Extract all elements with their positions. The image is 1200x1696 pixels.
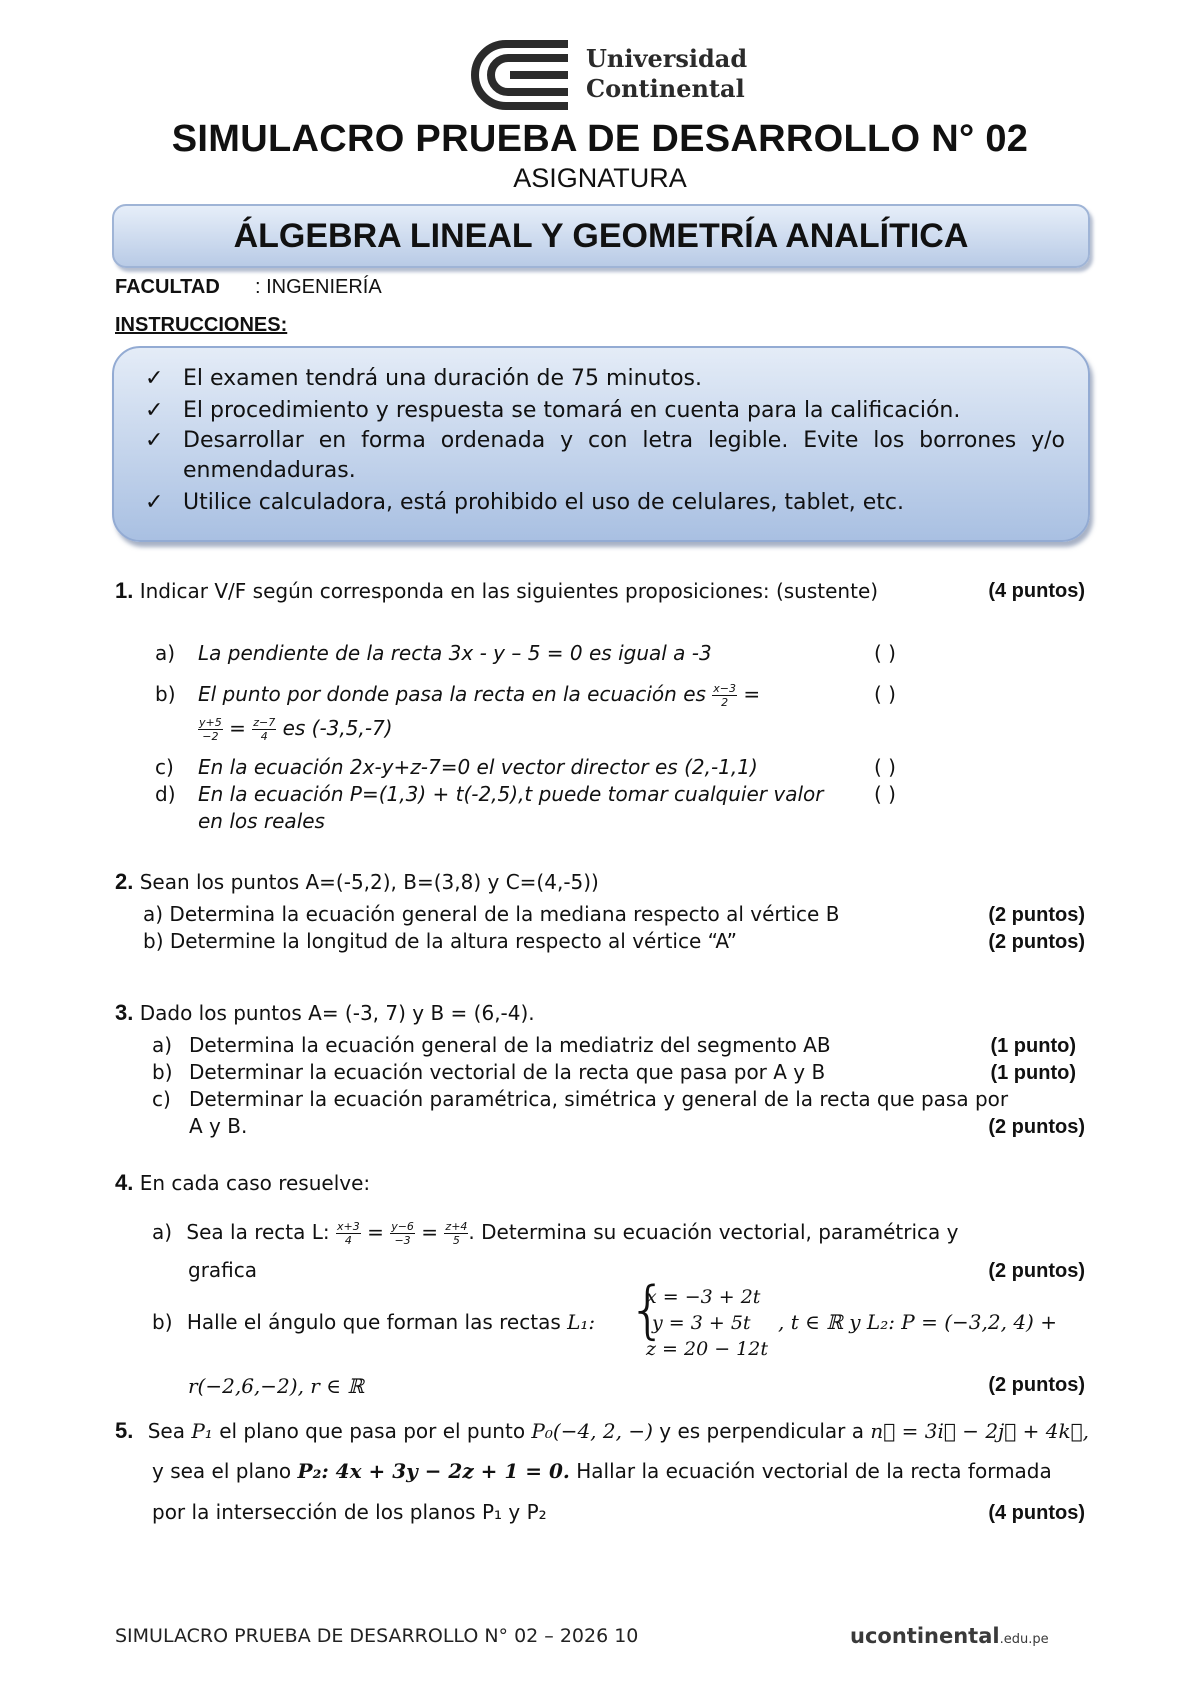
q2-item-a: a) Determina la ecuación general de la mediana respecto al vértice B [143, 902, 840, 926]
faculty-row [115, 276, 382, 299]
question-points: (2 puntos) [988, 904, 1085, 926]
q3-item-b: b) Determinar la ecuación vectorial de la recta que pasa por A y B [152, 1060, 826, 1084]
answer-blank[interactable]: ( ) [874, 682, 896, 706]
q5-line-2: y sea el plano P₂: 4x + 3y − 2z + 1 = 0. Hallar la ecuación vectorial de la recta formada [152, 1459, 1052, 1483]
question-2 [115, 869, 599, 895]
question-3 [115, 1000, 535, 1026]
q2-item-b: b) Determine la longitud de la altura respecto al vértice “A” [143, 929, 737, 953]
question-points: (1 punto) [990, 1062, 1076, 1084]
faculty-label: FACULTAD [115, 276, 220, 298]
fraction: $\frac{x+3}{4}$ [336, 1220, 360, 1247]
answer-blank[interactable]: ( ) [874, 782, 896, 806]
fraction: $\frac{z-7}{4}$ [253, 716, 276, 743]
q4-item-b: b) Halle el ángulo que forman las rectas L₁: [152, 1310, 596, 1334]
q5-line-3: por la intersección de los planos P₁ y P₂ [152, 1500, 547, 1524]
subject-banner [112, 204, 1090, 268]
question-5: 5. Sea P₁ el plano que pasa por el punto P₀(−4, 2, −) y es perpendicular a n⃗ = 3i⃗ − 2j⃗ + 4k⃗, [115, 1418, 1089, 1443]
question-number: 4. [115, 1170, 134, 1195]
question-1 [115, 578, 878, 604]
question-text: Indicar V/F según corresponda en las siguientes proposiciones: (sustente) [139, 579, 879, 603]
q1-item-a: a) La pendiente de la recta 3x - y – 5 = 0 es igual a -3 [155, 641, 712, 665]
q1-item-b-text-2: $\frac{y+5}{-2}$ = $\frac{z-7}{4}$ es (-3,5,-7) [199, 716, 393, 743]
question-text: Dado los puntos A= (-3, 7) y B = (6,-4). [139, 1001, 535, 1025]
q1-item-c: c) En la ecuación 2x-y+z-7=0 el vector director es (2,-1,1) [155, 755, 758, 779]
instruction-item: ✓ Utilice calculadora, está prohibido el uso de celulares, tablet, etc. [145, 488, 1065, 518]
fraction: $\frac{y+5}{-2}$ [199, 716, 222, 743]
system-brace: { [628, 1273, 668, 1346]
instructions-heading: INSTRUCCIONES: [115, 314, 288, 336]
question-points: (4 puntos) [988, 1502, 1085, 1524]
question-points: (1 punto) [990, 1035, 1076, 1057]
instruction-item: ✓ Desarrollar en forma ordenada y con letra legible. Evite los borrones y/o enmendaduras. [145, 428, 1065, 483]
question-text: En cada caso resuelve: [139, 1171, 371, 1195]
fraction: $\frac{z+4}{5}$ [445, 1220, 468, 1247]
q3-item-c-2: A y B. [189, 1114, 248, 1138]
question-points: (2 puntos) [988, 1116, 1085, 1138]
q1-item-b: b) [155, 682, 176, 706]
university-emblem-icon [468, 38, 578, 112]
question-4 [115, 1170, 370, 1196]
faculty-value: : INGENIERÍA [255, 276, 382, 298]
logo-line1: Universidad [586, 44, 748, 73]
answer-blank[interactable]: ( ) [874, 641, 896, 665]
instruction-item: ✓ El procedimiento y respuesta se tomará en cuenta para la calificación. [145, 396, 1065, 426]
answer-blank[interactable]: ( ) [874, 755, 896, 779]
subject-label: ASIGNATURA [513, 163, 687, 193]
fraction: $\frac{y-6}{-3}$ [391, 1220, 414, 1247]
q1-item-d-text-2: en los reales [198, 809, 325, 833]
q1-item-b-text: El punto por donde pasa la recta en la ecuación es $\frac{x-3}{2}$ = [198, 682, 761, 709]
question-text: Sean los puntos A=(-5,2), B=(3,8) y C=(4,-5)) [139, 870, 599, 894]
checkmark-icon: ✓ [145, 428, 164, 453]
q4-item-b-mid: , t ∈ ℝ y L₂: P = (−3,2, 4) + [778, 1310, 1057, 1334]
q1-item-d: d) En la ecuación P=(1,3) + t(-2,5),t puede tomar cualquier valor [155, 782, 824, 806]
question-points: (4 puntos) [988, 580, 1085, 602]
checkmark-icon: ✓ [145, 398, 164, 423]
q4-item-a-2: grafica [188, 1258, 258, 1282]
question-number: 2. [115, 869, 134, 894]
q4-item-b-2: r(−2,6,−2), r ∈ ℝ [188, 1374, 364, 1398]
q3-item-c: c) Determinar la ecuación paramétrica, simétrica y general de la recta que pasa por [152, 1087, 1009, 1111]
equation-system: x = −3 + 2t y = 3 + 5t z = 20 − 12t [646, 1286, 768, 1360]
question-number: 5. [115, 1418, 134, 1443]
q3-item-a: a) Determina la ecuación general de la mediatriz del segmento AB [152, 1033, 831, 1057]
checkmark-icon: ✓ [145, 366, 164, 391]
question-number: 3. [115, 1000, 134, 1025]
checkmark-icon: ✓ [145, 490, 164, 515]
logo-line2: Continental [586, 74, 745, 103]
question-points: (2 puntos) [988, 1374, 1085, 1396]
question-number: 1. [115, 578, 134, 603]
exam-title: SIMULACRO PRUEBA DE DESARROLLO N° 02 [171, 118, 1029, 160]
footer-brand-logo: ucontinental.edu.pe [850, 1624, 1049, 1648]
instruction-item: ✓ El examen tendrá una duración de 75 minutos. [145, 364, 1065, 394]
university-logo [468, 38, 748, 112]
question-points: (2 puntos) [988, 1260, 1085, 1282]
fraction: $\frac{x-3}{2}$ [713, 682, 737, 709]
question-points: (2 puntos) [988, 931, 1085, 953]
q4-item-a: a) Sea la recta L: $\frac{x+3}{4}$ = $\frac{y-6}{-3}$ = $\frac{z+4}{5}$ . Determina su ecuación vectorial, paramétrica y [152, 1220, 959, 1247]
subject-name: ÁLGEBRA LINEAL Y GEOMETRÍA ANALÍTICA [233, 217, 969, 255]
footer-text: SIMULACRO PRUEBA DE DESARROLLO N° 02 – 2026 10 [115, 1625, 639, 1647]
